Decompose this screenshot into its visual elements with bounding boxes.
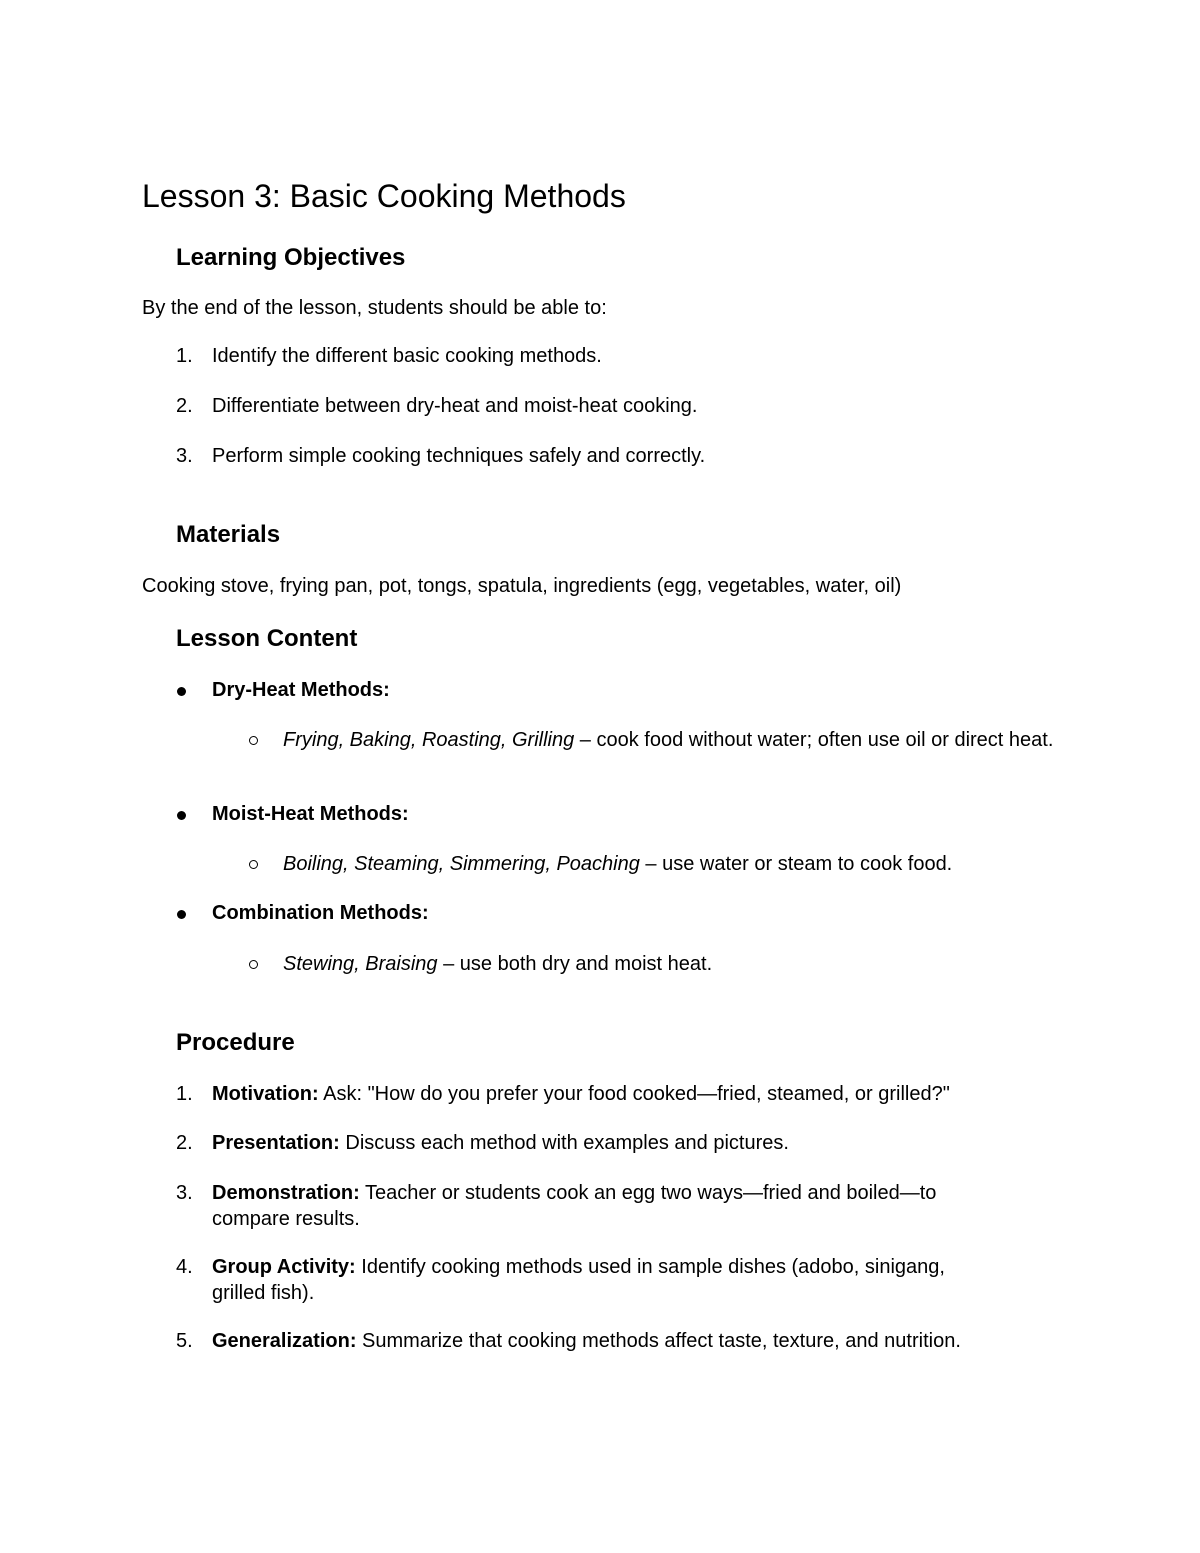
hollow-bullet-icon [249,736,258,745]
method-description [283,851,952,877]
hollow-bullet-icon [249,860,258,869]
method-explanation: – cook food without water; often use oil or direct heat. [574,729,1054,751]
procedure-step-number: 4. [176,1256,193,1278]
procedure-step-number: 1. [176,1083,193,1105]
objective-number: 1. [176,345,193,367]
objective-number: 3. [176,445,193,467]
method-description [283,951,712,977]
objectives-heading: Learning Objectives [176,244,406,271]
bullet-icon [177,687,186,696]
method-examples: Stewing, Braising [283,953,438,975]
procedure-step-label: Group Activity: [212,1256,356,1278]
procedure-step-label: Motivation: [212,1083,319,1105]
method-examples: Frying, Baking, Roasting, Grilling [283,729,575,751]
bullet-icon [177,910,186,919]
page-title: Lesson 3: Basic Cooking Methods [142,178,626,214]
procedure-step [212,1254,1002,1306]
objectives-intro: By the end of the lesson, students should be able to: [142,297,607,319]
procedure-step-text: Summarize that cooking methods affect taste, texture, and nutrition. [356,1330,961,1352]
procedure-step-text: Ask: "How do you prefer your food cooked—fried, steamed, or grilled?" [318,1083,950,1105]
materials-heading: Materials [176,521,281,548]
procedure-step-text: Teacher or students cook an egg two ways—fried and boiled—to compare results. [212,1182,937,1230]
materials-text: Cooking stove, frying pan, pot, tongs, spatula, ingredients (egg, vegetables, water, oil) [142,575,902,597]
method-category-label: Dry-Heat Methods: [212,679,390,701]
method-explanation: – use water or steam to cook food. [639,853,953,875]
lesson-content-heading: Lesson Content [176,625,358,652]
procedure-step-label: Presentation: [212,1132,340,1154]
procedure-step-label: Demonstration: [212,1182,360,1204]
procedure-step-number: 3. [176,1182,193,1204]
procedure-step-text: Identify cooking methods used in sample dishes (adobo, sinigang, grilled fish). [212,1256,945,1304]
procedure-step-label: Generalization: [212,1330,357,1352]
procedure-step [212,1328,961,1354]
objective-item: Identify the different basic cooking methods. [212,345,602,367]
bullet-icon [177,811,186,820]
procedure-step [212,1081,950,1107]
method-description [283,727,1073,753]
procedure-step-text: Discuss each method with examples and pictures. [339,1132,789,1154]
objective-item: Perform simple cooking techniques safely and correctly. [212,445,706,467]
method-explanation: – use both dry and moist heat. [437,953,713,975]
hollow-bullet-icon [249,960,258,969]
method-category-label: Combination Methods: [212,902,429,924]
procedure-step [212,1180,1002,1232]
procedure-step [212,1130,789,1156]
method-examples: Boiling, Steaming, Simmering, Poaching [283,853,640,875]
procedure-step-number: 2. [176,1132,193,1154]
method-category-label: Moist-Heat Methods: [212,803,409,825]
procedure-step-number: 5. [176,1330,193,1352]
procedure-heading: Procedure [176,1029,295,1056]
objective-item: Differentiate between dry-heat and moist-heat cooking. [212,395,698,417]
objective-number: 2. [176,395,193,417]
